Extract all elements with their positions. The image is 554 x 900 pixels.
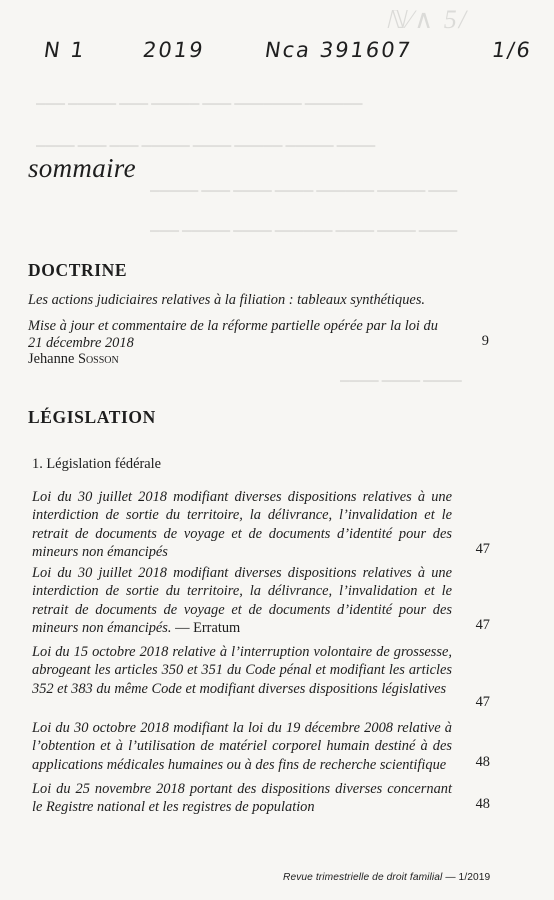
toc-entry[interactable] [32,643,452,698]
handwritten-annotation [0,38,554,78]
toc-entry[interactable] [32,780,452,817]
doctrine-author [28,350,493,368]
handwritten-fraction: 1/6 [490,38,534,62]
footer-issue: — 1/2019 [442,872,491,883]
toc-entry[interactable] [32,488,452,561]
show-through-text: ▁▁▁ ▁▁▁▁▁ ▁▁▁ ▁▁▁▁▁ ▁▁▁ ▁▁▁▁▁▁▁ ▁▁▁▁▁▁ [36,91,363,105]
show-through-text: ▁▁▁▁ ▁▁▁▁ ▁▁▁▁ [340,368,462,382]
page-number: 48 [475,796,490,812]
section-heading-legislation: LÉGISLATION [28,407,156,427]
entry-title: Loi du 30 juillet 2018 modifiant diverses dispositions relatives à une interdiction de sortie du territoire, la délivrance, l’invalidation et le retrait de documents de voyage et de documents d’identité pour des mineurs non émancipés. [32,565,452,636]
entry-title: Loi du 15 octobre 2018 relative à l’interruption volontaire de grossesse, abrogeant les articles 350 et 351 du Code pénal et modifiant les articles 352 et 383 du même Code et modifiant diverses dispositions législatives [32,644,452,697]
page-number: 48 [475,754,490,770]
doctrine-title-line: Les actions judiciaires relatives à la filiation : tableaux synthétiques. [28,292,426,308]
page-number: 9 [481,333,489,349]
toc-entry[interactable] [32,719,452,774]
page-number: 47 [475,541,490,557]
page-number: 47 [475,617,490,633]
doctrine-title-line: 21 décembre 2018 [28,335,134,351]
doctrine-title-line: Mise à jour et commentaire de la réforme partielle opérée par la loi du [28,318,438,334]
handwritten-year: 2019 [141,38,207,62]
show-through-text: ▁▁▁▁ ▁▁▁ ▁▁▁ ▁▁▁▁▁ ▁▁▁▁ ▁▁▁▁▁ ▁▁▁▁▁ ▁▁▁▁ [36,133,376,147]
section-heading-doctrine: DOCTRINE [28,260,128,280]
page-footer [283,872,490,883]
handwritten-number: N 1 [42,38,88,62]
entry-title: Loi du 30 octobre 2018 modifiant la loi du 19 décembre 2008 relative à l’obtention et à l’utilisation de matériel corporel humain destiné à des applications médicales humaines ou à des fins de recherche scientifique [32,720,452,773]
toc-entry[interactable] [32,564,452,637]
entry-suffix: — Erratum [171,619,241,636]
entry-title: Loi du 30 juillet 2018 modifiant diverses dispositions relatives à une interdiction de sortie du territoire, la délivrance, l’invalidation et le retrait de documents de voyage et de documents d’identité pour des mineurs non émancipés [32,489,452,560]
page-number: 47 [475,694,490,710]
page-title: sommaire [28,153,136,183]
entry-title: Loi du 25 novembre 2018 portant des dispositions diverses concernant le Registre national et les registres de population [32,781,452,816]
show-through-text: ▁▁▁ ▁▁▁▁▁ ▁▁▁▁ ▁▁▁▁▁▁ ▁▁▁▁ ▁▁▁▁ ▁▁▁▁ [150,218,458,232]
author-last-name: Sosson [77,351,119,367]
handwritten-reference: Nca 391607 [263,38,414,62]
subsection-heading: 1. Législation fédérale [32,456,162,472]
show-through-text: ℕ⁄∧ 5/ [385,10,468,30]
author-first-name: Jehanne [28,351,78,367]
show-through-text: ▁▁▁▁▁ ▁▁▁ ▁▁▁▁ ▁▁▁▁ ▁▁▁▁▁▁ ▁▁▁▁▁ ▁▁▁ [150,178,458,192]
footer-journal: Revue trimestrielle de droit familial [283,872,443,883]
